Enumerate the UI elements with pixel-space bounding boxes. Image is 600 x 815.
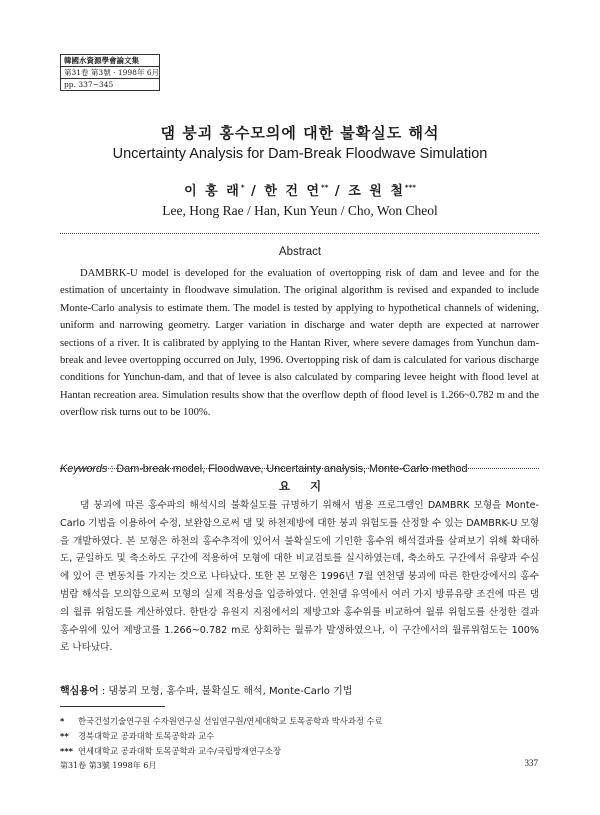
page-number: 337	[524, 758, 538, 768]
journal-name: 韓國水資源學會論文集	[61, 55, 159, 67]
journal-info-box	[60, 54, 160, 91]
footnote-mark: ***	[60, 746, 74, 756]
title-korean: 댐 붕괴 홍수모의에 대한 불확실도 해석	[160, 124, 440, 142]
authors-korean	[0, 180, 600, 199]
keywords-ko-line	[60, 682, 539, 697]
summary-heading: 요 지	[278, 479, 322, 493]
footnote	[60, 745, 281, 757]
footnote-mark: **	[60, 731, 69, 741]
journal-pages: pp. 337~345	[64, 80, 114, 89]
author-mark: *	[240, 183, 245, 192]
keywords-label: Keywords	[60, 463, 108, 475]
title-english: Uncertainty Analysis for Dam-Break Floodwave Simulation	[112, 146, 488, 162]
summary-text: 댐 붕괴에 따른 홍수파의 해석시의 불확실도를 규명하기 위해서 범용 프로그램인 DAMBRK 모형을 Monte-Carlo 기법을 이용하여 수정, 보완함으로써 댐 및 하천제방에 대한 붕괴 위험도를 산정할 수 있는 DAMBRK-U 모형을 개발하였다. 본 모형은 하천의 홍수추적에 있어서 불확실도에 기인한 홍수위 해석결과를 살펴보기 위해 확대하도, 균일하도 및 축소하도 구간에 적용하여 모형에 대한 비교검토를 실시하였는데, 축소하도 구간에서 유량과 수심에 있어 큰 변동치를 가지는 것으로 나타났다. 또한 본 모형은 1996년 7월 연천댐 붕괴에 따른 한탄강에서의 홍수범람 해석을 모의함으로써 모형의 실제 적용성을 입증하였다. 연천댐 유역에서 여러 가지 방류유량 조건에 따른 댐의 월류 위험도를 계산하였다. 한탄강 유원지 지점에서의 제방고와 홍수위를 비교하여 월류 위험도를 산정한 결과 홍수위에 있어 제방고를 1.266~0.782 m로 상회하는 월류가 발생하였으나, 이 구간에서의 월류위험도는 100%로 나타났다.	[60, 500, 539, 654]
author-separator: /	[328, 184, 349, 199]
footnote-text: 연세대학교 공과대학 토목공학과 교수/국립방재연구소장	[78, 746, 282, 756]
journal-issue: 第31卷 第3號 · 1998年 6月	[61, 67, 159, 79]
footnote	[60, 730, 214, 742]
authors-english: Lee, Hong Rae / Han, Kun Yeun / Cho, Won Cheol	[162, 203, 438, 218]
author-mark: **	[321, 183, 329, 192]
keywords-line	[60, 463, 539, 475]
author-name: 한 건 연	[264, 184, 322, 199]
keywords-text: : Dam-break model, Floodwave, Uncertainty analysis, Monte-Carlo method	[107, 463, 468, 475]
keywords-ko-label: 핵심용어	[60, 686, 99, 697]
footnote-divider	[60, 706, 165, 707]
footer-issue: 第31卷 第3號 1998年 6月	[60, 761, 157, 770]
author-mark: ***	[404, 183, 416, 192]
author-name: 조 원 철	[348, 184, 405, 199]
divider-middle	[60, 468, 539, 469]
author-separator: /	[244, 184, 265, 199]
keywords-ko-text: : 댐붕괴 모형, 홍수파, 불확실도 해석, Monte-Carlo 기법	[98, 686, 353, 697]
footnote-text: 경북대학교 공과대학 토목공학과 교수	[78, 731, 215, 741]
footnote-text: 한국건설기술연구원 수자원연구실 선임연구원/연세대학교 토목공학과 박사과정 수료	[78, 716, 383, 726]
footnote-mark: *	[60, 716, 65, 726]
footnote	[60, 715, 383, 727]
author-name: 이 홍 래	[184, 184, 241, 199]
abstract-text: DAMBRK-U model is developed for the evaluation of overtopping risk of dam and levee and for the estimation of uncertainty in floodwave simulation. The original algorithm is revised and expanded to include Monte-Carlo analysis to estimate them. The model is tested by applying to hypothetical channels of widening, uniform and narrowing geometry. Larger variation in discharge and water depth are expected at narrower sections of a river. It is calibrated by applying to the Hantan River, where severe damages from Yunchun dam-break and levee overtopping occurred on July, 1996. Overtopping risk of dam is calculated for various discharge conditions for Yunchun-dam, and that of levee is also calculated by comparing levee height with flood level at Hantan recreation area. Simulation results show that the overflow depth of flood level is 1.266~0.782 m and the overflow risk turns out to be 100%.	[60, 268, 539, 419]
abstract-heading: Abstract	[278, 246, 322, 258]
divider-top	[60, 233, 539, 234]
